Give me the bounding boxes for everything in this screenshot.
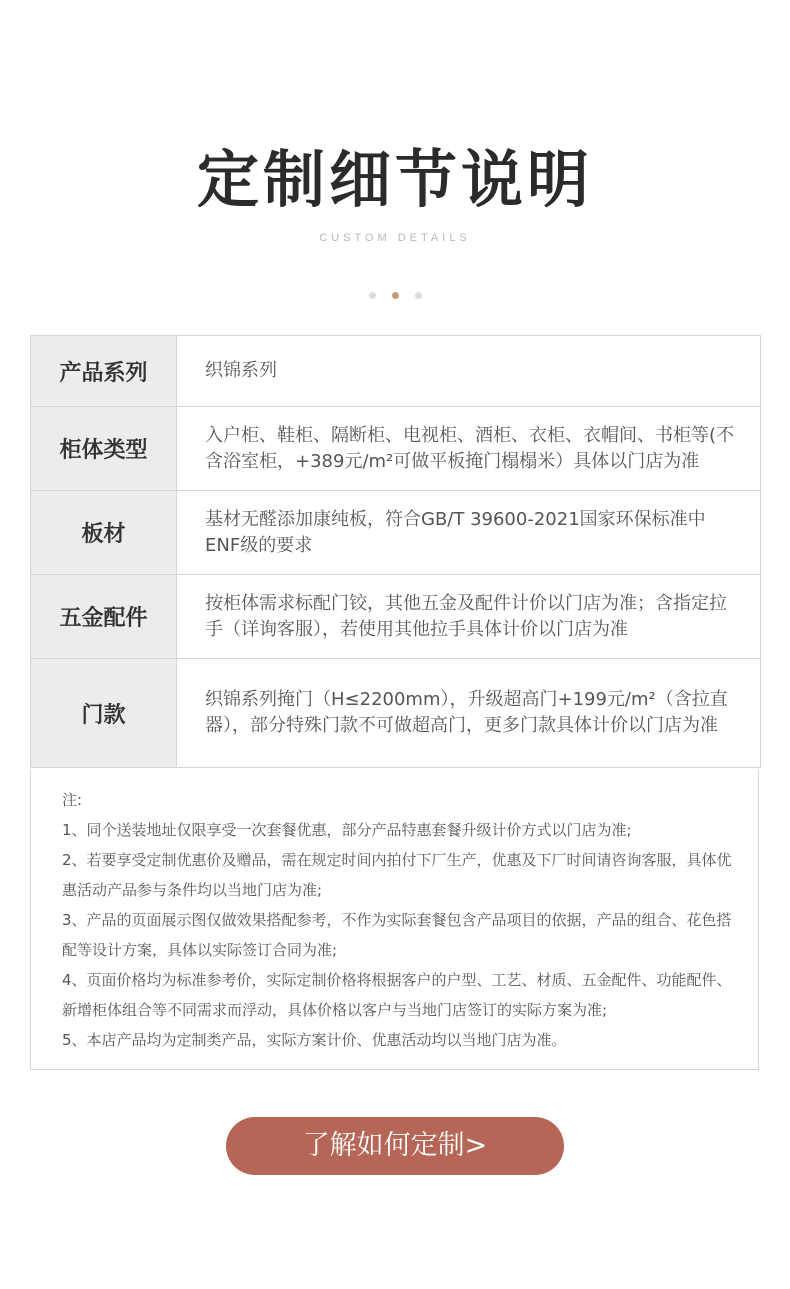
spec-label: 板材 xyxy=(31,491,177,575)
note-item: 4、页面价格均为标准参考价，实际定制价格将根据客户的户型、工艺、材质、五金配件、功能配件、新增柜体组合等不同需求而浮动，具体价格以客户与当地门店签订的实际方案为准; xyxy=(62,971,732,1019)
spec-row-series xyxy=(31,336,761,407)
spec-label: 门款 xyxy=(31,659,177,768)
pagination-dot xyxy=(415,292,422,299)
spec-value: 入户柜、鞋柜、隔断柜、电视柜、酒柜、衣柜、衣帽间、书柜等(不含浴室柜，+389元/m²可做平板掩门榻榻米）具体以门店为准 xyxy=(177,407,761,491)
notes-heading: 注: xyxy=(62,791,83,809)
pagination-dots xyxy=(0,292,790,299)
note-item: 3、产品的页面展示图仅做效果搭配参考，不作为实际套餐包含产品项目的依据，产品的组合、花色搭配等设计方案，具体以实际签订合同为准; xyxy=(62,911,732,959)
spec-row-cabinet-type xyxy=(31,407,761,491)
spec-label: 柜体类型 xyxy=(31,407,177,491)
page-subtitle: CUSTOM DETAILS xyxy=(319,232,471,244)
learn-customization-button[interactable]: 了解如何定制> xyxy=(226,1117,564,1175)
spec-label: 五金配件 xyxy=(31,575,177,659)
spec-value: 织锦系列 xyxy=(177,336,761,407)
spec-row-hardware xyxy=(31,575,761,659)
spec-row-board xyxy=(31,491,761,575)
spec-value: 按柜体需求标配门铰，其他五金及配件计价以门店为准；含指定拉手（详询客服），若使用其他拉手具体计价以门店为准 xyxy=(177,575,761,659)
note-item: 5、本店产品均为定制类产品，实际方案计价、优惠活动均以当地门店为准。 xyxy=(62,1031,567,1049)
note-item: 1、同个送装地址仅限享受一次套餐优惠，部分产品特惠套餐升级计价方式以门店为准; xyxy=(62,821,632,839)
pagination-dot xyxy=(369,292,376,299)
spec-value: 织锦系列掩门（H≤2200mm），升级超高门+199元/m²（含拉直器），部分特殊门款不可做超高门，更多门款具体计价以门店为准 xyxy=(177,659,761,768)
notes-box xyxy=(30,769,759,1070)
spec-row-door xyxy=(31,659,761,768)
spec-label: 产品系列 xyxy=(31,336,177,407)
page-title: 定制细节说明 xyxy=(196,143,593,216)
spec-table xyxy=(30,335,761,768)
pagination-dot-active xyxy=(392,292,399,299)
spec-value: 基材无醛添加康纯板，符合GB/T 39600-2021国家环保标准中ENF级的要求 xyxy=(177,491,761,575)
note-item: 2、若要享受定制优惠价及赠品，需在规定时间内拍付下厂生产，优惠及下厂时间请咨询客服，具体优惠活动产品参与条件均以当地门店为准; xyxy=(62,851,732,899)
